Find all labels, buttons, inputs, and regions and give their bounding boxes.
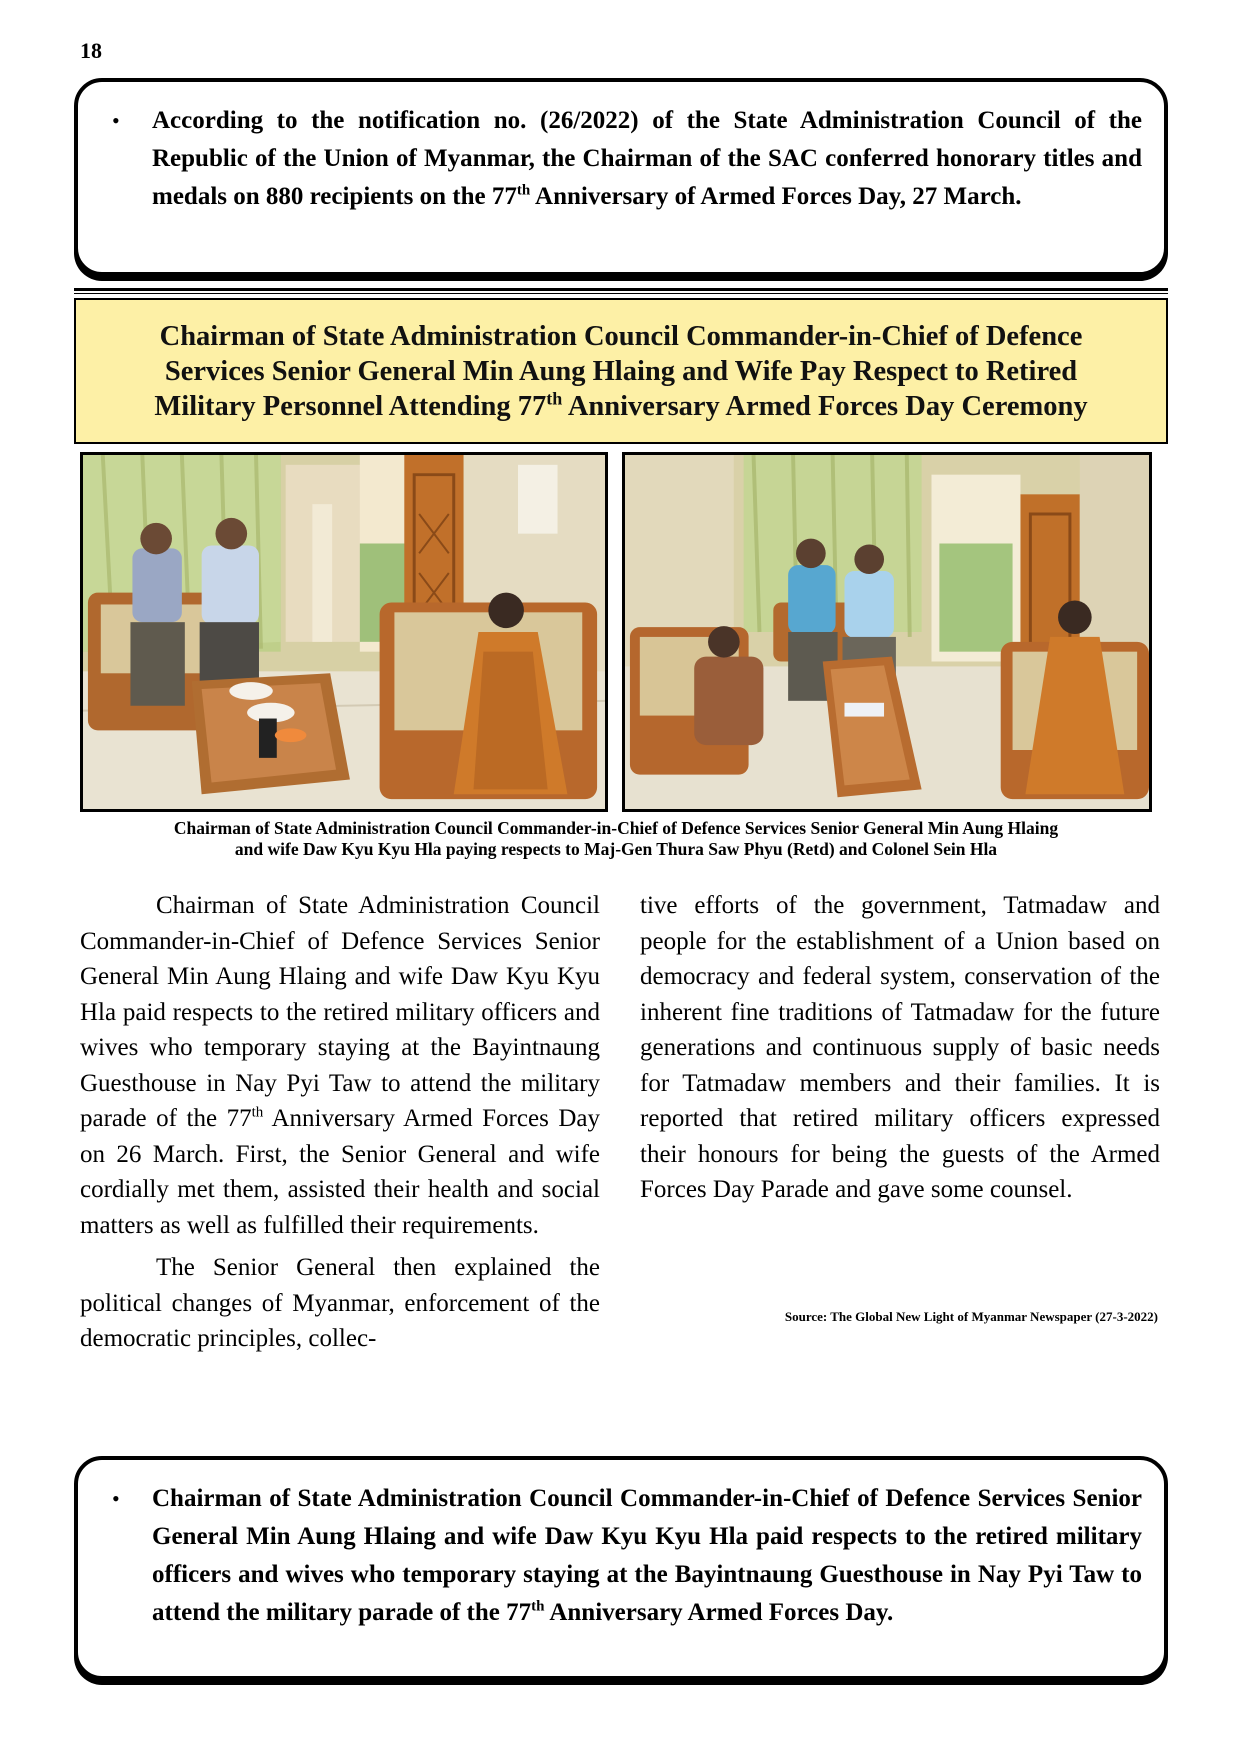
- top-summary-text-a: According to the notification no. (26/2022) of the State Administration Council of the Republic of the Union of Myanmar, the Chairman of the SAC conferred honorary titles and medals on 880 recipients on the 77: [152, 107, 1142, 210]
- bullet-icon: •: [112, 1486, 120, 1511]
- headline-line-1: Chairman of State Administration Council Commander-in-Chief of Defence: [159, 320, 1083, 352]
- article-paragraph-2-continued: tive efforts of the government, Tatmadaw and people for the establishment of a Union based on democracy and federal system, conservation of the inherent fine traditions of Tatmadaw for the future generations and continuous supply of basic needs for Tatmadaw members and their families. It is reported that retired military officers expressed their honours for being the guests of the Armed Forces Day Parade and gave some counsel.: [640, 892, 1160, 1203]
- article-column-left: [80, 888, 600, 1357]
- top-summary-bullet: [100, 102, 1142, 216]
- bottom-summary-sup: th: [531, 1598, 545, 1615]
- photo-left: [80, 452, 608, 812]
- headline-line-3a: Military Personnel Attending 77: [154, 390, 547, 422]
- bottom-summary-text-b: Anniversary Armed Forces Day.: [544, 1599, 894, 1626]
- headline-line-2: Services Senior General Min Aung Hlaing and Wife Pay Respect to Retired: [164, 355, 1078, 387]
- article-paragraph-2: The Senior General then explained the political changes of Myanmar, enforcement of the democratic principles, collec-: [80, 1254, 600, 1352]
- p1-sup: th: [251, 1104, 264, 1121]
- top-summary-text-b: Anniversary of Armed Forces Day, 27 March.: [530, 183, 1022, 210]
- p1-text-b: Anniversary Armed Forces Day on 26 March. First, the Senior General and wife cordially met them, assisted their health and social matters as well as fulfilled their requirements.: [80, 1105, 600, 1239]
- headline-sup: th: [546, 388, 563, 408]
- p1-text-a: Chairman of State Administration Council Commander-in-Chief of Defence Services Senior General Min Aung Hlaing and wife Daw Kyu Kyu Hla paid respects to the retired military officers and wives who temporary staying at the Bayintnaung Guesthouse in Nay Pyi Taw to attend the military parade of the 77: [80, 892, 600, 1132]
- page-number: 18: [80, 38, 102, 63]
- bottom-summary-text-a: Chairman of State Administration Council Commander-in-Chief of Defence Services Senior General Min Aung Hlaing and wife Daw Kyu Kyu Hla paid respects to the retired military officers and wives who temporary staying at the Bayintnaung Guesthouse in Nay Pyi Taw to attend the military parade of the 77: [152, 1485, 1142, 1626]
- article-column-right: [640, 888, 1160, 1208]
- section-divider: [74, 288, 1168, 294]
- headline-line-3b: Anniversary Armed Forces Day Ceremony: [562, 390, 1088, 422]
- headline: [154, 319, 1087, 424]
- headline-box: [74, 298, 1168, 444]
- bullet-icon: •: [112, 108, 120, 133]
- bottom-summary-bullet: [100, 1480, 1142, 1632]
- caption-line-2: and wife Daw Kyu Kyu Hla paying respects to Maj-Gen Thura Saw Phyu (Retd) and Colonel Sein Hla: [234, 839, 998, 859]
- photo-right-illustration: [625, 455, 1149, 809]
- photo-right: [622, 452, 1152, 812]
- article-paragraph-1: [80, 888, 600, 1243]
- source-credit: Source: The Global New Light of Myanmar Newspaper (27-3-2022): [784, 1309, 1158, 1324]
- caption-line-1: Chairman of State Administration Council Commander-in-Chief of Defence Services Senior General Min Aung Hlaing: [173, 818, 1059, 838]
- photo-caption: [80, 818, 1152, 860]
- bottom-summary-box: [74, 1456, 1168, 1680]
- bottom-summary-text: [152, 1480, 1142, 1632]
- photo-left-illustration: [83, 455, 605, 809]
- top-summary-sup: th: [516, 182, 531, 199]
- top-summary-box: [74, 78, 1168, 276]
- top-summary-text: [152, 102, 1142, 216]
